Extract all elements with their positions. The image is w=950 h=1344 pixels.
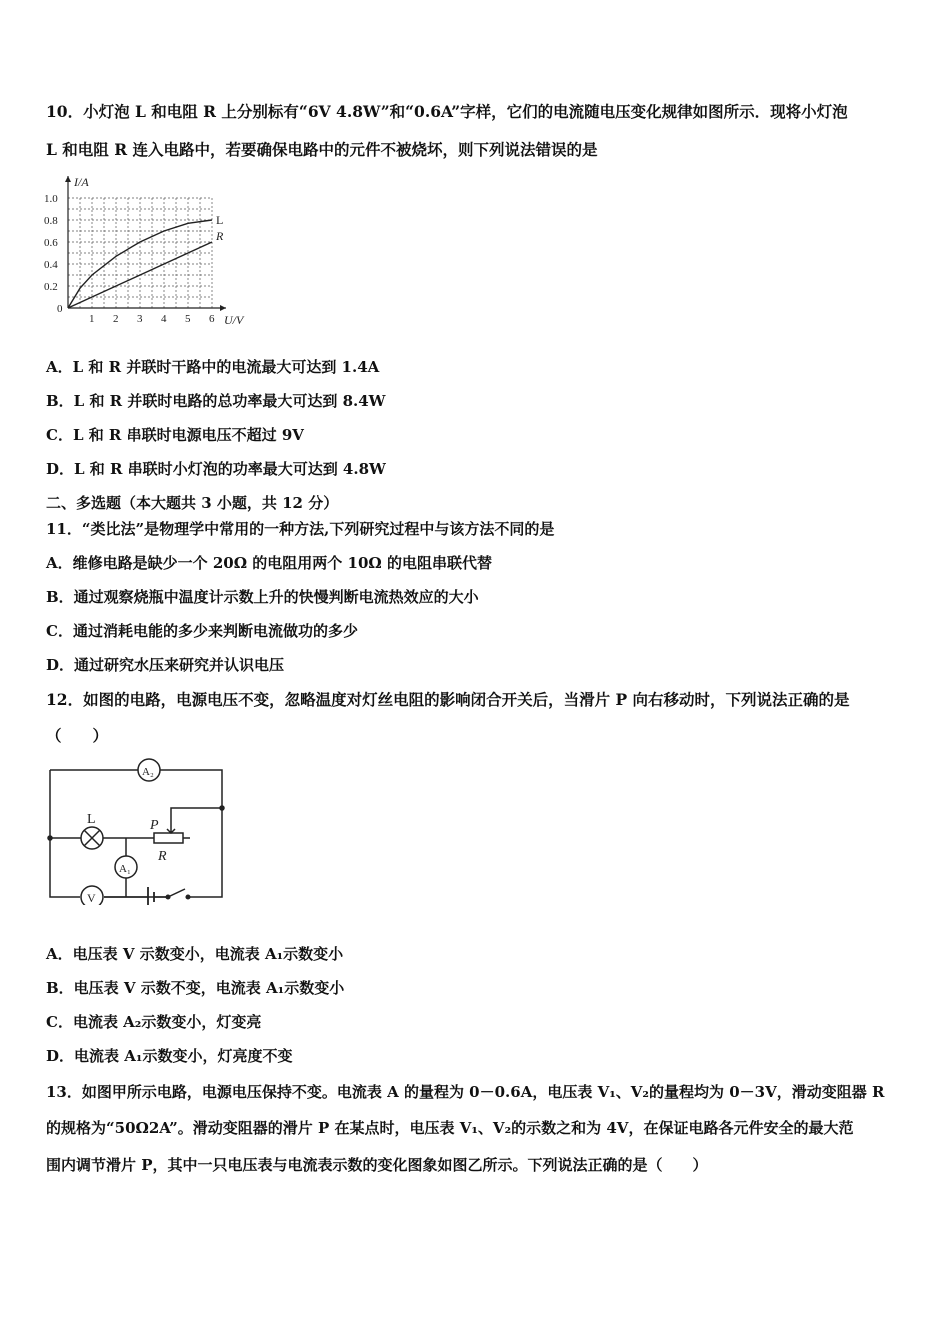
- q10-stem-line2: L 和电阻 R 连入电路中，若要确保电路中的元件不被烧坏，则下列说法错误的是: [46, 140, 598, 159]
- switch-icon: [168, 889, 185, 897]
- iu-graph: [40, 170, 260, 330]
- q12-option-b: B．电压表 V 示数不变，电流表 A₁示数变小: [46, 979, 345, 997]
- a1-label: A₁: [119, 863, 131, 875]
- q12-option-d: D．电流表 A₁示数变小，灯亮度不变: [46, 1047, 293, 1065]
- y-tick-label: 0.4: [44, 259, 58, 271]
- q13-stem-line3: 围内调节滑片 P，其中一只电压表与电流表示数的变化图象如图乙所示。下列说法正确的是（ ）: [46, 1156, 708, 1174]
- y-tick-label: 0.2: [44, 281, 58, 293]
- series-label-L: L: [216, 213, 224, 227]
- chart-axes: [65, 176, 226, 311]
- origin-label: 0: [57, 303, 63, 315]
- x-tick-label: 3: [137, 313, 143, 325]
- y-tick-label: 0.8: [44, 215, 58, 227]
- y-axis-arrow: [65, 176, 71, 182]
- x-tick-label: 2: [113, 313, 119, 325]
- q10-stem-line1: 10．小灯泡 L 和电阻 R 上分别标有“6V 4.8W”和“0.6A”字样，它们的电流随电压变化规律如图所示．现将小灯泡: [46, 102, 848, 121]
- rheostat-icon: [154, 833, 183, 843]
- q11-stem: 11．“类比法”是物理学中常用的一种方法,下列研究过程中与该方法不同的是: [46, 520, 555, 538]
- q10-option-c: C．L 和 R 串联时电源电压不超过 9V: [46, 426, 304, 444]
- resistor-label: R: [158, 849, 167, 864]
- q10-option-b: B．L 和 R 并联时电路的总功率最大可达到 8.4W: [46, 392, 386, 410]
- x-tick-label: 6: [209, 313, 215, 325]
- slider-label: P: [150, 818, 159, 833]
- q12-stem-line1: 12．如图的电路，电源电压不变，忽略温度对灯丝电阻的影响闭合开关后，当滑片 P 向右移动时，下列说法正确的是: [46, 690, 850, 709]
- circuit-diagram: [40, 755, 240, 905]
- chart-series: [68, 213, 224, 308]
- q11-option-a: A．维修电路是缺少一个 20Ω 的电阻用两个 10Ω 的电阻串联代替: [46, 554, 492, 572]
- x-tick-label: 4: [161, 313, 167, 325]
- q13-stem-line2: 的规格为“50Ω2A”。滑动变阻器的滑片 P 在某点时，电压表 V₁、V₂的示数之和为 4V，在保证电路各元件安全的最大范: [46, 1119, 854, 1137]
- x-tick-label: 1: [89, 313, 95, 325]
- section-heading: 二、多选题（本大题共 3 小题，共 12 分）: [46, 494, 339, 512]
- q11-option-c: C．通过消耗电能的多少来判断电流做功的多少: [46, 622, 358, 640]
- q12-option-c: C．电流表 A₂示数变小，灯变亮: [46, 1013, 262, 1031]
- y-tick-label: 0.6: [44, 237, 58, 249]
- q10-option-d: D．L 和 R 串联时小灯泡的功率最大可达到 4.8W: [46, 460, 386, 478]
- q13-stem-line1: 13．如图甲所示电路，电源电压保持不变。电流表 A 的量程为 0－0.6A，电压表 V₁、V₂的量程均为 0－3V，滑动变阻器 R: [46, 1083, 885, 1101]
- voltmeter-label: V: [87, 891, 96, 905]
- x-tick-label: 5: [185, 313, 191, 325]
- battery-icon: [148, 887, 154, 905]
- q10-option-a: A．L 和 R 并联时干路中的电流最大可达到 1.4A: [46, 358, 380, 376]
- q12-option-a: A．电压表 V 示数变小，电流表 A₁示数变小: [46, 945, 344, 963]
- q11-option-b: B．通过观察烧瓶中温度计示数上升的快慢判断电流热效应的大小: [46, 588, 479, 606]
- chart-grid: [68, 198, 212, 308]
- y-axis-label: I/A: [74, 175, 89, 189]
- x-axis-arrow: [220, 305, 226, 311]
- lamp-label: L: [87, 812, 96, 827]
- a2-label: A₂: [142, 766, 154, 778]
- series-label-R: R: [216, 229, 224, 243]
- y-tick-label: 1.0: [44, 193, 58, 205]
- x-axis-label: U/V: [224, 313, 244, 327]
- q12-stem-line2: （ ）: [46, 726, 109, 745]
- q11-option-d: D．通过研究水压来研究并认识电压: [46, 656, 285, 674]
